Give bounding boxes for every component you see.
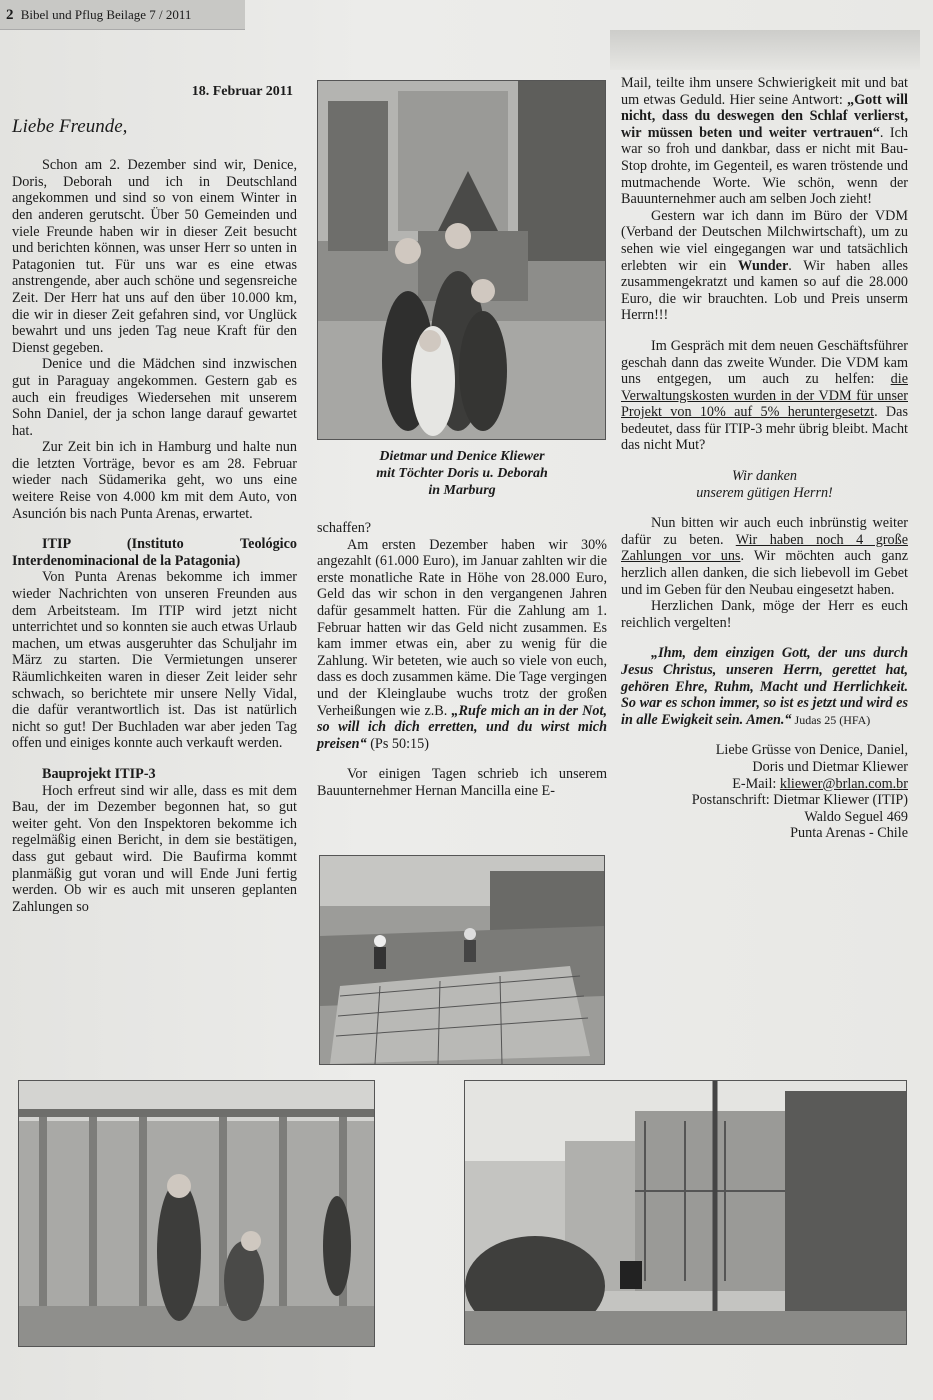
paragraph: Denice und die Mädchen sind inzwischen gut in Paraguay angekommen. Gestern gab es auch ein freudiges Wiedersehen mit unserem Sohn Daniel, der ja schon lange darauf gewartet hat. [12,356,297,439]
salutation: Liebe Freunde, [12,115,128,137]
caption-line: Dietmar und Denice Kliewer [379,449,545,464]
paragraph: Zur Zeit bin ich in Hamburg und halte nun die letzten Vorträge, bevor es am 28. Februar wieder nach Südamerika geht, wo uns eine weitere Reise von 4.000 km mit dem Auto, von Asunción bis nach Punta Arenas, erwartet. [12,439,297,522]
paragraph: Von Punta Arenas bekomme ich immer wieder Nachrichten von unseren Freunden aus dem Arbeitsteam. Im ITIP wird jetzt nicht unterrichtet und so konnten sie auch etwas Urlaub machen, um etwas ausgeruhter das Schuljahr im März zu starten. Die Vermietungen unserer Räumlichkeiten waren in dieser Zeit leider sehr schwach, so berichtete mir unsere Nelly Vidal, die dafür verantwortlich ist. Das ist natürlich nicht so gut! Der Buchladen war aber jeden Tag offen und einiges konnte auch verkauft werden. [12,569,297,752]
email-link[interactable]: kliewer@brlan.com.br [779,775,908,792]
paragraph: Mail, teilte ihm unsere Schwierigkeit mit und bat um etwas Geduld. Hier seine Antwort: „Gott will nicht, dass du deswegen den Schlaf verlierst, wir müssen beten und weiter vertrauen“. Ich war so froh und dankbar, dass er nicht mit Bau-Stop drohte, im Gegenteil, es waren tröstende und mutmachende Worte. Wie schön, wenn der Bauunternehmer auch am selben Joch zieht! [621,75,908,208]
column-middle [317,520,607,800]
family-photo-caption [317,448,607,499]
contractor-quote: „Gott will nicht, dass du deswegen den Schlaf verlierst, wir müssen beten und weiter vertrauen“ [621,91,908,141]
paragraph: Nun bitten wir auch euch inbrünstig weiter dafür zu beten. Wir haben noch 4 große Zahlungen vor uns. Wir möchten auch ganz herzlich allen danken, die sich liebevoll im Gebet und im Geben für den Neubau eingesetzt haben. [621,515,908,598]
section-heading-bauprojekt: Bauprojekt ITIP-3 [42,765,156,782]
column-left [12,84,297,915]
paragraph: Am ersten Dezember haben wir 30% angezahlt (61.000 Euro), im Januar zahlten wir die erste monatliche Rate in Höhe von 28.000 Euro, Geld das wir schon in den vergangenen Jahren dafür gesammelt hatten. Für die Zahlung am 1. Februar hatten wir das Geld nicht zusammen. Es kam immer etwas ein, aber zu wenig für die Zahlung. Wir beteten, wie auch so viele von euch, dass es doch zusammen käme. Die Tage vergingen und der Kleinglaube wuchs trotz der großen Verheißungen wie z.B. „Rufe mich an in der Not, so will ich dich erretten, und du wirst mich preisen“ (Ps 50:15) [317,536,607,752]
bible-quote: „Rufe mich an in der Not, so will ich dich erretten, und du wirst mich preisen“ [317,702,607,752]
family-photo [317,80,606,440]
paragraph: Vor einigen Tagen schrieb ich unserem Bauunternehmer Hernan Mancilla eine E- [317,766,607,799]
paragraph: Herzlichen Dank, möge der Herr es euch reichlich vergelten! [621,598,908,631]
closing-verse: „Ihm, dem einzigen Gott, der uns durch Jesus Christus, unseren Herrn, gerettet hat, gehören Ehre, Ruhm, Macht und Herrlichkeit. So war es schon immer, so ist es jetzt und wird es in alle Ewigkeit sein. Amen.“ Judas 25 (HFA) [621,645,908,728]
signature-line: E-Mail: kliewer@brlan.com.br [732,775,908,792]
signature-line: Waldo Seguel 469 [804,808,908,825]
bleed-through-strip [610,30,920,70]
paragraph: Gestern war ich dann im Büro der VDM (Verband der Deutschen Milchwirtschaft), um zu sehen wie viel eingegangen war und tatsächlich erlebten wir ein Wunder. Wir haben alles zusammengekratzt und kamen so auf die 28.000 Euro, die wir brauchten. Lob und Preis unserm Herrn!!! [621,207,909,324]
signature-line: Liebe Grüsse von Denice, Daniel, [715,742,908,759]
page-number: 2 [6,7,14,23]
thanks-line: unserem gütigen Herrn! [696,484,833,501]
publication-title: Bibel und Pflug Beilage 7 / 2011 [20,7,192,22]
caption-line: mit Töchter Doris u. Deborah [376,466,548,481]
letter-date: 18. Februar 2011 [191,84,293,99]
paragraph: Im Gespräch mit dem neuen Geschäftsführer geschah dann das zweite Wunder. Die VDM kam uns entgegen, um auch zu helfen: die Verwaltungskosten wurden in der VDM für unser Projekt von 10% auf 5% heruntergesetzt. Das bedeutet, dass für ITIP-3 mehr übrig bleibt. Macht das nicht Mut? [621,337,908,454]
signature-block [621,742,908,842]
signature-line: Doris und Dietmar Kliewer [752,758,908,775]
paragraph: Schon am 2. Dezember sind wir, Denice, Doris, Deborah und ich in Deutschland angekommen und sind so von einem Winter in den anderen gerutscht. Über 50 Gemeinden und viele Freunde haben wir in dieser Zeit besucht und berichten können, was unser Herr so unten in Patagonien tut. Für uns war es eine etwas anstrengende, aber auch schöne und segensreiche Zeit. Der Herr hat uns auf den über 10.000 km, die wir in dieser Zeit gefahren sind, vor Unglück bewahrt und uns jeden Tag neue Kraft für den Dienst gegeben. [12,157,297,356]
paragraph: schaffen? [317,520,372,536]
paragraph: Hoch erfreut sind wir alle, dass es mit dem Bau, der im Dezember begonnen hat, so gut weiter geht. Von den Inspektoren bekomme ich regelmäßig einen Bericht, in dem sie bestätigen, dass gut gebaut wird. Die Baufirma kommt planmäßig gut voran und will Ende Juni fertig werden. Ob wir es auch mit unseren geplanten Zahlungen so [12,782,297,915]
section-heading-itip: ITIP (Instituto Teológico Interdenominacional de la Patagonia) [12,536,297,569]
caption-line: in Marburg [428,483,496,498]
column-right [621,75,908,842]
construction-photo [319,855,605,1065]
building-photo [464,1080,907,1345]
framing-photo [18,1080,375,1347]
thanks-line: Wir danken [731,468,797,485]
signature-line: Postanschrift: Dietmar Kliewer (ITIP) [691,792,908,809]
signature-line: Punta Arenas - Chile [790,825,908,842]
page-header [0,0,245,30]
